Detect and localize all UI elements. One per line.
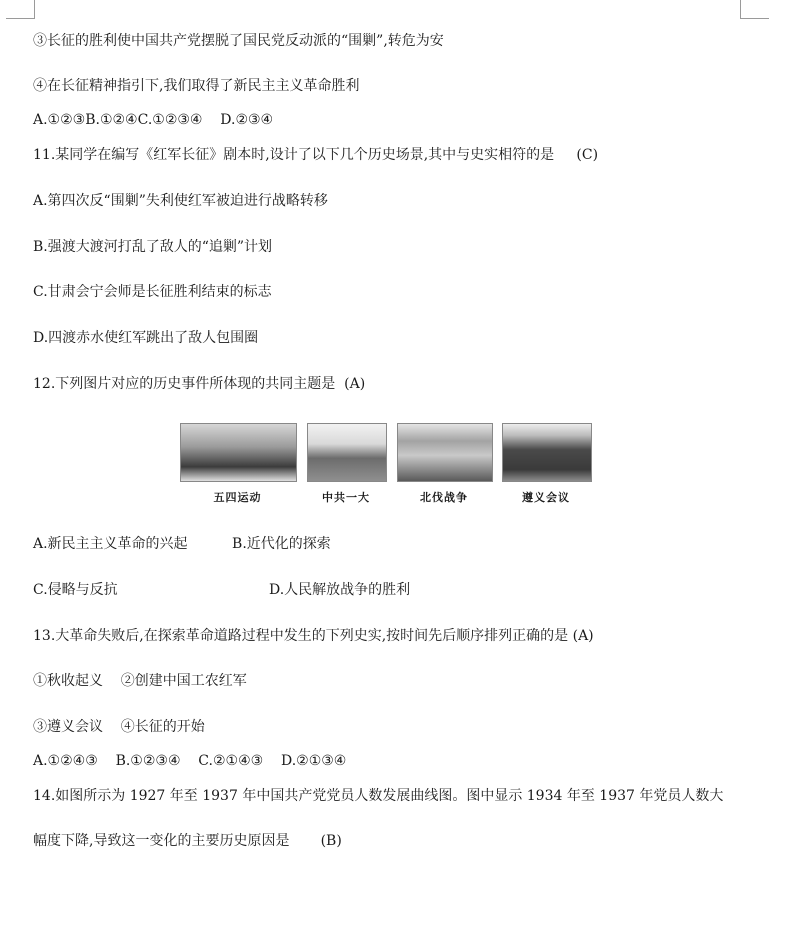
photo-caption: 五四运动 (213, 491, 262, 504)
northern-expedition-photo (397, 423, 493, 482)
margin-corner-mark (6, 0, 35, 19)
q13-items-34: ③遵义会议 ④长征的开始 (33, 719, 205, 735)
q11-option-d: D.四渡赤水使红军跳出了敌人包围圈 (33, 330, 259, 346)
question-12: 12.下列图片对应的历史事件所体现的共同主题是 (A) (33, 376, 366, 392)
q11-option-c: C.甘肃会宁会师是长征胜利结束的标志 (33, 284, 272, 300)
photo-caption: 北伐战争 (420, 491, 468, 504)
q12-options-ab: A.新民主主义革命的兴起 B.近代化的探索 (33, 536, 331, 552)
photo-caption: 中共一大 (322, 491, 370, 504)
question-13: 13.大革命失败后,在探索革命道路过程中发生的下列史实,按时间先后顺序排列正确的是 (A) (33, 628, 594, 644)
question-11: 11.某同学在编写《红军长征》剧本时,设计了以下几个历史场景,其中与史实相符的是 (C) (33, 147, 599, 163)
zunyi-meeting-building-photo (502, 423, 592, 482)
q13-answer-choices: A.①②④③ B.①②③④ C.②①④③ D.②①③④ (33, 753, 347, 769)
margin-corner-mark (740, 0, 769, 19)
cpc-first-congress-boat-photo (307, 423, 387, 482)
option-line-3: ③长征的胜利使中国共产党摆脱了国民党反动派的“围剿”,转危为安 (33, 33, 444, 49)
question-14: 14.如图所示为 1927 年至 1937 年中国共产党党员人数发展曲线图。图中显示 1934 年至 1937 年党员人数大 (33, 788, 724, 804)
q11-option-a: A.第四次反“围剿”失利使红军被迫进行战略转移 (33, 193, 328, 209)
option-line-4: ④在长征精神指引下,我们取得了新民主主义革命胜利 (33, 78, 360, 94)
history-photo-strip (178, 423, 594, 508)
answer-choices-10: A.①②③B.①②④C.①②③④ D.②③④ (33, 112, 274, 128)
q13-items-12: ①秋收起义 ②创建中国工农红军 (33, 673, 247, 689)
photo-caption: 遵义会议 (522, 491, 570, 504)
question-14-cont: 幅度下降,导致这一变化的主要历史原因是 (B) (33, 833, 342, 849)
q12-options-cd: C.侵略与反抗 D.人民解放战争的胜利 (33, 582, 411, 598)
may-fourth-photo (180, 423, 297, 482)
q11-option-b: B.强渡大渡河打乱了敌人的“追剿”计划 (33, 239, 273, 255)
